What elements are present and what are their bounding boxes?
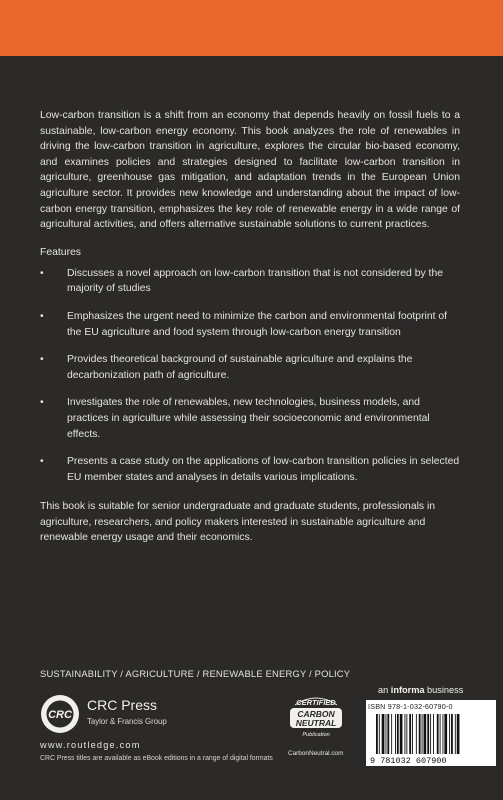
carbon-neutral-site: CarbonNeutral.com [288, 750, 344, 757]
book-description: Low-carbon transition is a shift from an economy that depends heavily on fossil fuels to a sustainable, low-carbon energy economy. This book analyzes the role of renewables in driving the low-carbon transition in agriculture, explores the circular bio-based economy, and examines policies and strategies designed to facilitate low-carbon transition in agriculture, greenhouse gas mitigation, and adaptation trends in the European Union agriculture sector. It provides new knowledge and understanding about the impact of low-carbon energy transition, emphasizes the key role of renewable energy in a wide range of agricultural activities, and offers alternative sustainable solutions to current practices. [40, 110, 460, 231]
feature-item: • Presents a case study on the applications of low-carbon transition policies in selected EU member states and analyses in details various implications. [40, 454, 460, 485]
subject-categories: SUSTAINABILITY / AGRICULTURE / RENEWABLE ENERGY / POLICY [40, 668, 351, 679]
features-heading: Features [40, 246, 82, 258]
carbon-publication-text: Publication [302, 732, 330, 738]
ebook-availability-note: CRC Press titles are available as eBook editions in a range of digital formats [40, 755, 273, 762]
carbon-word: CARBON [297, 709, 335, 719]
feature-item: • Investigates the role of renewables, new technologies, business models, and practices in agriculture while assessing their socioeconomic and environmental effects. [40, 395, 460, 442]
top-color-band [0, 0, 503, 56]
audience-statement: This book is suitable for senior undergraduate and graduate students, professionals in agriculture, researchers, and policy makers interested in sustainable agriculture and renewable energy usage and their economics. [40, 501, 436, 544]
informa-suffix: business [424, 685, 464, 695]
publisher-website: www.routledge.com [40, 740, 141, 750]
publisher-group: Taylor & Francis Group [87, 717, 167, 726]
crc-logo-text: CRC [48, 709, 72, 721]
carbon-certified-text: CERTIFIED [296, 698, 336, 707]
crc-logo-icon [40, 694, 80, 734]
informa-prefix: an [378, 685, 391, 695]
feature-item: • Emphasizes the urgent need to minimize the carbon and environmental footprint of the EU agriculture and food system through low-carbon energy transition [40, 309, 460, 340]
features-list [40, 266, 460, 486]
publisher-name: CRC Press [87, 697, 158, 713]
back-cover-text [40, 108, 460, 546]
informa-brand: informa [390, 685, 425, 695]
barcode-icon [366, 712, 496, 766]
carbon-neutral-badge-icon [287, 693, 345, 739]
feature-item: • Provides theoretical background of sustainable agriculture and explains the decarbonization path of agriculture. [40, 352, 460, 383]
feature-item: • Discusses a novel approach on low-carbon transition that is not considered by the majority of studies [40, 266, 460, 297]
informa-business-label [378, 685, 463, 695]
neutral-word: NEUTRAL [295, 718, 337, 728]
barcode-number: 9 781032 607900 [370, 756, 447, 766]
isbn-number: ISBN 978-1-032-60790-0 [368, 702, 453, 711]
